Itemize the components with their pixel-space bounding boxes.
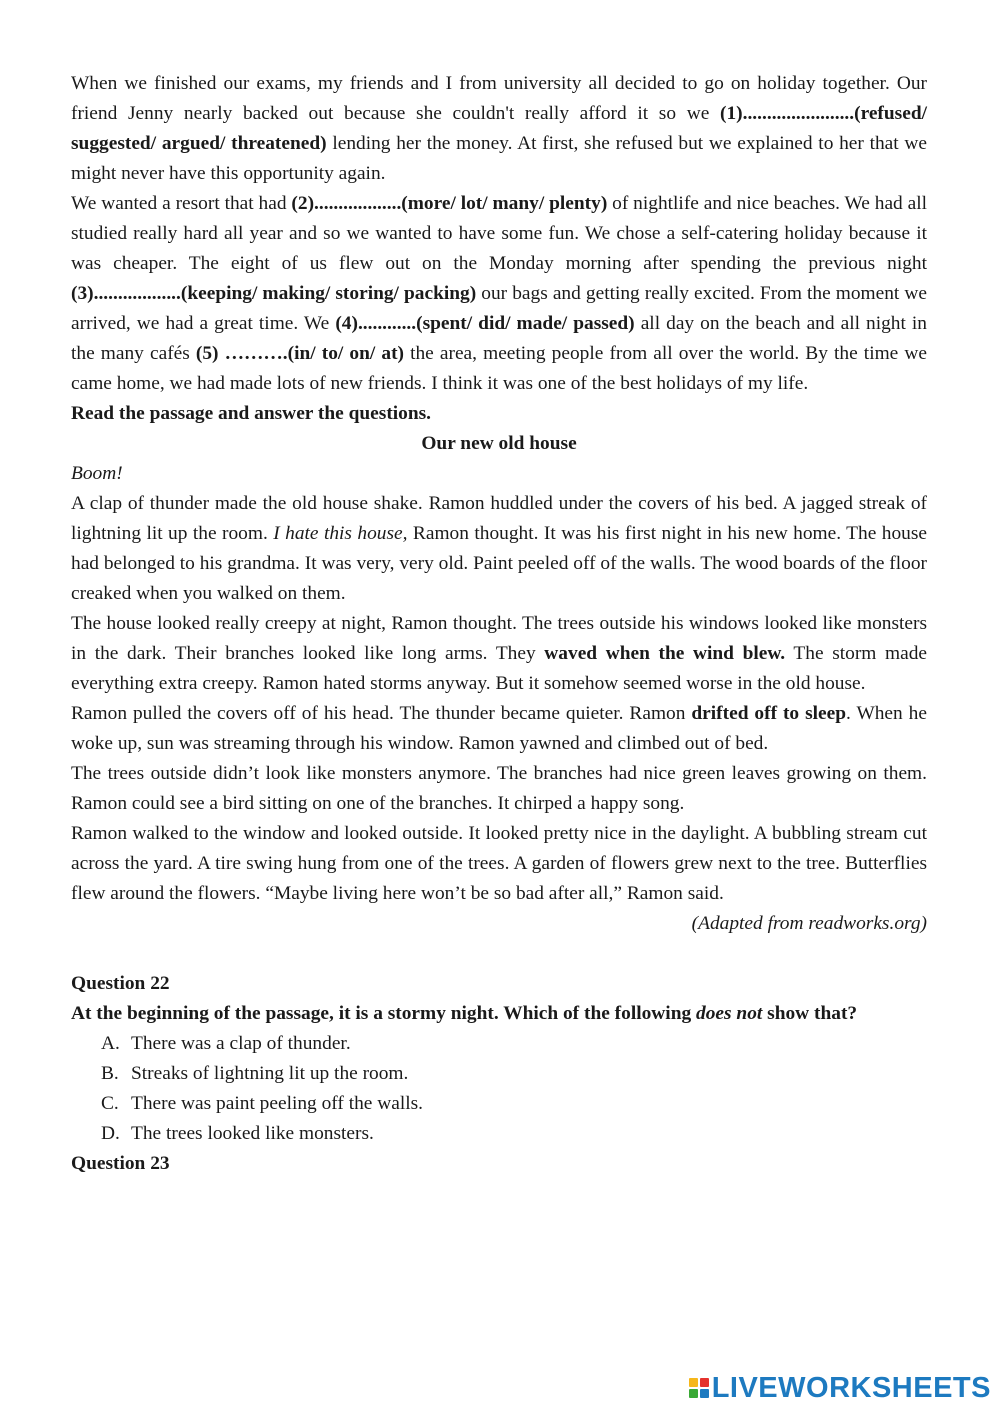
blank-2[interactable]: (2)..................(more/ lot/ many/ plenty) bbox=[291, 193, 608, 214]
italic-emphasis: does not bbox=[696, 1003, 763, 1024]
logo-text: LIVEWORKSHEETS bbox=[711, 1372, 991, 1404]
blank-4[interactable]: (4)............(spent/ did/ made/ passed) bbox=[335, 313, 635, 334]
cloze-paragraph-1 bbox=[71, 69, 927, 189]
text-span: A clap of thunder made the old house shake. Ramon huddled under the covers of his bed. A jagged streak of lightning lit up the room. bbox=[71, 493, 927, 544]
text-span: all day on the beach and all night in the many cafés bbox=[71, 313, 928, 364]
blank-5[interactable]: (5) ……….(in/ to/ on/ at) bbox=[195, 343, 404, 364]
text-span: our bags and getting really excited. From the moment we arrived, we had a great time. We bbox=[71, 283, 928, 334]
italic-thought: I hate this house, bbox=[273, 523, 408, 544]
cloze-paragraph-2 bbox=[71, 189, 927, 399]
option-text: Streaks of lightning lit up the room. bbox=[131, 1063, 409, 1084]
option-text: The trees looked like monsters. bbox=[131, 1123, 374, 1144]
option-letter: C. bbox=[101, 1093, 119, 1114]
passage-paragraph-5: Ramon walked to the window and looked outside. It looked pretty nice in the daylight. A bubbling stream cut across the yard. A tire swing hung from one of the trees. A garden of flowers grew next to the tree. Butterflies flew around the flowers. “Maybe living here won’t be so bad after all,” Ramon said. bbox=[71, 823, 927, 904]
option-b[interactable] bbox=[101, 1059, 927, 1089]
text-span: When we finished our exams, my friends and I from university all decided to go on holiday together. Our friend Jenny nearly backed out because she couldn't really afford it so we bbox=[71, 73, 927, 124]
option-letter: B. bbox=[101, 1063, 119, 1084]
bold-phrase: drifted off to sleep bbox=[691, 703, 846, 724]
logo-grid-icon bbox=[689, 1378, 709, 1398]
passage-paragraph-2 bbox=[71, 609, 927, 699]
question-23-label: Question 23 bbox=[71, 1153, 170, 1174]
instruction-heading: Read the passage and answer the questions. bbox=[71, 403, 432, 424]
passage-paragraph-1 bbox=[71, 489, 927, 609]
text-span: We wanted a resort that had bbox=[71, 193, 292, 214]
question-22-options bbox=[71, 1029, 927, 1149]
spacer bbox=[71, 939, 927, 969]
passage-paragraph-3 bbox=[71, 699, 927, 759]
option-text: There was a clap of thunder. bbox=[131, 1033, 351, 1054]
text-span: Ramon pulled the covers off of his head. The thunder became quieter. Ramon bbox=[71, 703, 692, 724]
blank-1[interactable]: (1).......................(refused/ suggested/ argued/ threatened) bbox=[71, 103, 927, 154]
text-span: At the beginning of the passage, it is a stormy night. Which of the following bbox=[71, 1003, 697, 1024]
option-a[interactable] bbox=[101, 1029, 927, 1059]
liveworksheets-logo bbox=[689, 1371, 991, 1405]
option-letter: A. bbox=[101, 1033, 120, 1054]
text-span: . When he woke up, sun was streaming through his window. Ramon yawned and climbed out of bed. bbox=[71, 703, 927, 754]
text-span: lending her the money. At first, she refused but we explained to her that we might never have this opportunity again. bbox=[71, 133, 928, 184]
text-span: The storm made everything extra creepy. Ramon hated storms anyway. But it somehow seemed worse in the old house. bbox=[71, 643, 928, 694]
text-span: show that? bbox=[762, 1003, 858, 1024]
logo-square-4 bbox=[700, 1389, 709, 1398]
text-span: Ramon thought. It was his first night in his new home. The house had belonged to his grandma. It was very, very old. Paint peeled off of the walls. The wood boards of the floor creaked when you walked on them. bbox=[71, 523, 927, 604]
logo-square-3 bbox=[689, 1389, 698, 1398]
passage-source: (Adapted from readworks.org) bbox=[691, 913, 927, 934]
text-span: of nightlife and nice beaches. We had all studied really hard all year and so we wanted to have some fun. We chose a self-catering holiday because it was cheaper. The eight of us flew out on the Monday morning after spending the previous night bbox=[71, 193, 927, 274]
worksheet-page bbox=[71, 69, 927, 1179]
option-text: There was paint peeling off the walls. bbox=[131, 1093, 424, 1114]
bold-phrase: waved when the wind blew. bbox=[544, 643, 786, 664]
question-22-stem bbox=[71, 999, 927, 1029]
passage-title: Our new old house bbox=[421, 433, 577, 454]
passage-boom: Boom! bbox=[71, 463, 123, 484]
option-c[interactable] bbox=[101, 1089, 927, 1119]
passage-paragraph-4: The trees outside didn’t look like monsters anymore. The branches had nice green leaves growing on them. Ramon could see a bird sitting on one of the branches. It chirped a happy song. bbox=[71, 763, 927, 814]
option-d[interactable] bbox=[101, 1119, 927, 1149]
blank-3[interactable]: (3)..................(keeping/ making/ storing/ packing) bbox=[71, 283, 477, 304]
text-span: the area, meeting people from all over the world. By the time we came home, we had made lots of new friends. I think it was one of the best holidays of my life. bbox=[71, 343, 927, 394]
option-letter: D. bbox=[101, 1123, 120, 1144]
logo-square-2 bbox=[700, 1378, 709, 1387]
question-22-label: Question 22 bbox=[71, 973, 170, 994]
text-span: The house looked really creepy at night, Ramon thought. The trees outside his windows looked like monsters in the dark. Their branches looked like long arms. They bbox=[71, 613, 927, 664]
logo-square-1 bbox=[689, 1378, 698, 1387]
